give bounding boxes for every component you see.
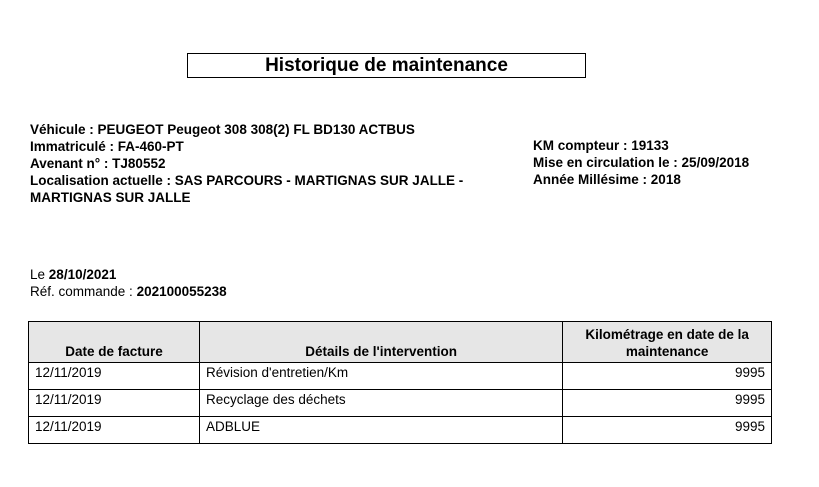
vehicle-info xyxy=(30,121,510,206)
registration-label: Immatriculé xyxy=(30,139,106,154)
order-ref-value: 202100055238 xyxy=(136,284,227,299)
registration-date-value: 25/09/2018 xyxy=(681,155,750,170)
maintenance-table xyxy=(28,321,772,444)
cell-mileage: 9995 xyxy=(563,363,772,390)
mileage-value: 19133 xyxy=(631,138,669,153)
mileage-label: KM compteur xyxy=(533,138,620,153)
model-year-value: 2018 xyxy=(650,172,681,187)
header-invoice-date: Date de facture xyxy=(29,322,200,363)
order-ref-line xyxy=(30,283,227,300)
vehicle-model-line: Véhicule : PEUGEOT Peugeot 308 308(2) FL BD130 ACTBUS xyxy=(30,122,415,137)
order-info xyxy=(30,266,227,300)
cell-intervention-details: Recyclage des déchets xyxy=(200,390,563,417)
location-value: SAS PARCOURS - MARTIGNAS SUR JALLE - MARTIGNAS SUR JALLE xyxy=(30,173,464,205)
document-date-value: 28/10/2021 xyxy=(48,267,117,282)
table-header-row xyxy=(29,322,772,363)
registration-line: Immatriculé : FA-460-PT xyxy=(30,139,184,154)
amendment-value: TJ80552 xyxy=(112,156,166,171)
mileage-line: KM compteur : 19133 xyxy=(533,138,669,153)
table-row xyxy=(29,417,772,444)
cell-intervention-details: ADBLUE xyxy=(200,417,563,444)
document-title-text: Historique de maintenance xyxy=(265,54,508,76)
cell-intervention-details: Révision d'entretien/Km xyxy=(200,363,563,390)
order-ref-label: Réf. commande : xyxy=(30,284,133,299)
location-line: Localisation actuelle : SAS PARCOURS - MARTIGNAS SUR JALLE - MARTIGNAS SUR JALLE xyxy=(30,173,464,205)
table-row xyxy=(29,390,772,417)
cell-mileage: 9995 xyxy=(563,417,772,444)
cell-invoice-date: 12/11/2019 xyxy=(29,390,200,417)
header-mileage: Kilométrage en date de la maintenance xyxy=(563,322,772,363)
document-date-prefix: Le xyxy=(30,267,46,282)
header-intervention-details: Détails de l'intervention xyxy=(200,322,563,363)
document-title xyxy=(187,53,586,78)
vehicle-model-value: PEUGEOT Peugeot 308 308(2) FL BD130 ACTBUS xyxy=(97,122,415,137)
cell-invoice-date: 12/11/2019 xyxy=(29,363,200,390)
amendment-line: Avenant n° : TJ80552 xyxy=(30,156,166,171)
table-row xyxy=(29,363,772,390)
vehicle-model-label: Véhicule xyxy=(30,122,86,137)
cell-invoice-date: 12/11/2019 xyxy=(29,417,200,444)
registration-date-line: Mise en circulation le : 25/09/2018 xyxy=(533,155,750,170)
model-year-label: Année Millésime xyxy=(533,172,639,187)
registration-value: FA-460-PT xyxy=(117,139,184,154)
amendment-label: Avenant n° xyxy=(30,156,101,171)
cell-mileage: 9995 xyxy=(563,390,772,417)
registration-date-label: Mise en circulation le xyxy=(533,155,670,170)
location-label: Localisation actuelle xyxy=(30,173,163,188)
counter-info xyxy=(533,137,749,188)
document-date-line xyxy=(30,266,227,283)
model-year-line: Année Millésime : 2018 xyxy=(533,172,681,187)
